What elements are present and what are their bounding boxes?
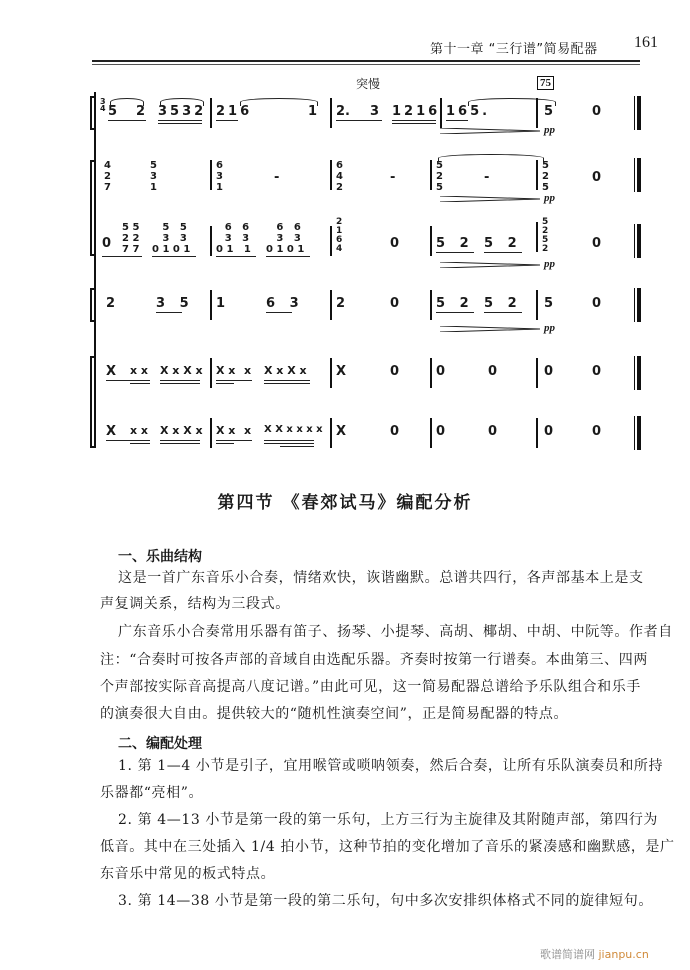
subheading-arrangement: 二、编配处理: [118, 736, 202, 752]
barline: [430, 226, 432, 256]
bracket-staves-2-3: [90, 160, 96, 256]
underline: [266, 256, 310, 257]
sustain-dash: -: [484, 170, 490, 185]
paragraph-line: 的演奏很大自由。提供较大的“随机性演奏空间”，正是简易配器的特点。: [100, 706, 569, 722]
paragraph-line: 2. 第 4—13 小节是第一段的第一乐句，上方三行为主旋律及其附随声部，第四行为: [118, 812, 659, 828]
paragraph-line: 个声部按实际音高提高八度记谱。”由此可见，这一简易配器总谱给予乐队组合和乐手: [100, 679, 641, 695]
bracket-staff-1: [90, 96, 96, 130]
note: 5: [108, 104, 118, 119]
underline: [436, 252, 474, 253]
decrescendo-hairpin: [440, 262, 540, 268]
underline: [158, 123, 202, 124]
barline: [430, 290, 432, 320]
underline: [106, 380, 150, 381]
rest: 0: [488, 424, 498, 439]
barline: [210, 98, 212, 128]
decrescendo-hairpin: [440, 196, 540, 202]
beat-group: X x: [216, 364, 236, 377]
running-head: 第十一章 “三行谱”简易配器: [430, 42, 598, 57]
slur: [160, 98, 204, 106]
underline: [160, 380, 200, 381]
underline: [130, 443, 150, 444]
note-group: 1216: [392, 104, 441, 119]
note-group: 5 2: [484, 236, 517, 251]
underline: [152, 256, 196, 257]
staff-melody: [100, 98, 660, 138]
underline: [216, 440, 252, 441]
chord: 5 3 1: [150, 160, 157, 193]
underline: [392, 123, 436, 124]
beat-group: x x: [130, 364, 149, 377]
beat-group: X X x x x x: [264, 424, 323, 435]
rest: 0: [488, 364, 498, 379]
note: 5: [544, 296, 554, 311]
underline: [392, 120, 436, 121]
staff-bass: [100, 290, 660, 334]
sustain-dash: -: [390, 170, 396, 185]
note-group: 216: [216, 104, 253, 119]
underline: [264, 380, 310, 381]
beat-group: x x: [130, 424, 149, 437]
section-title: 第四节 《春郊试马》编配分析: [217, 493, 473, 513]
underline: [484, 252, 522, 253]
underline: [216, 383, 234, 384]
barline: [536, 418, 538, 448]
paragraph-line: 乐器都“亮相”。: [100, 785, 204, 801]
tempo-mark: 突慢: [356, 77, 381, 91]
note-group: 6 3: [266, 296, 299, 311]
sustain-dash: -: [274, 170, 280, 185]
paragraph-line: 这是一首广东音乐小合奏，情绪欢快，诙谐幽默。总谱共四行，各声部基本上是支: [118, 570, 644, 586]
chord: 5 5 2 2 7 7: [122, 222, 140, 255]
barline: [330, 160, 332, 190]
underline: [160, 443, 200, 444]
barline: [430, 418, 432, 448]
beat: X: [336, 364, 347, 379]
beat: X: [106, 424, 117, 439]
chord: 6 6 3 3 0 1 0 1: [266, 222, 305, 255]
header-rule-thin: [92, 64, 640, 65]
staff-percussion-2: [100, 418, 660, 458]
rest: 0: [592, 296, 602, 311]
rest: 0: [436, 424, 446, 439]
underline: [264, 443, 314, 444]
underline: [130, 383, 150, 384]
chord: 6 4 2: [336, 160, 343, 193]
note: 1: [308, 104, 318, 119]
underline: [484, 312, 522, 313]
chord: 2 1 6 4: [336, 217, 343, 254]
beat-group: X x: [216, 424, 236, 437]
final-barline-thin: [634, 224, 635, 258]
bracket-staff-4: [90, 288, 96, 322]
underline: [336, 120, 382, 121]
dynamic-pp: pp: [544, 258, 555, 270]
rest: 0: [544, 364, 554, 379]
note: 1: [216, 296, 226, 311]
header-rule: [92, 60, 640, 62]
rehearsal-mark: 75: [537, 76, 554, 90]
paragraph-line: 1. 第 1—4 小节是引子，宜用喉管或唢呐领奏，然后合奏，让所有乐队演奏员和所持: [118, 758, 664, 774]
dynamic-pp: pp: [544, 322, 555, 334]
note: 0: [592, 104, 602, 119]
page-number: 161: [634, 34, 658, 51]
slur: [110, 98, 144, 106]
barline: [210, 418, 212, 448]
staff-percussion-1: [100, 358, 660, 398]
barline: [536, 290, 538, 320]
paragraph-line: 广东音乐小合奏常用乐器有笛子、扬琴、小提琴、高胡、椰胡、中胡、中阮等。作者自: [118, 624, 673, 640]
barline: [330, 98, 332, 128]
rest: 0: [390, 364, 400, 379]
underline: [264, 383, 310, 384]
underline: [446, 120, 468, 121]
chord: 5 5 3 3 0 1 0 1: [152, 222, 191, 255]
underline: [216, 443, 234, 444]
barline: [536, 358, 538, 388]
paragraph-line: 3. 第 14—38 小节是第一段的第二乐句，句中多次安排织体格式不同的旋律短句。: [118, 893, 653, 909]
underline: [106, 440, 150, 441]
decrescendo-hairpin: [440, 326, 540, 332]
watermark: [540, 946, 649, 962]
final-barline-thin: [634, 356, 635, 390]
barline: [330, 290, 332, 320]
beat: X: [336, 424, 347, 439]
paragraph-line: 低音。其中在三处插入 1/4 拍小节，这种节拍的变化增加了音乐的紧凑感和幽默感，是广: [100, 839, 675, 855]
note-group: 3532: [158, 104, 207, 119]
final-barline: [637, 96, 641, 130]
time-signature: 3 4: [100, 97, 106, 113]
beat-group: X x X x: [160, 424, 203, 437]
final-barline: [637, 416, 641, 450]
underline: [108, 120, 146, 121]
watermark-brand: jianpu.cn: [598, 948, 649, 961]
paragraph-line: 声复调关系，结构为三段式。: [100, 596, 290, 612]
tie: [438, 154, 544, 162]
note-group: 5 2: [436, 236, 469, 251]
rest: 0: [102, 236, 112, 251]
final-barline: [637, 356, 641, 390]
chord: 4 2 7: [104, 160, 111, 193]
final-barline-thin: [634, 416, 635, 450]
note: 0: [592, 170, 602, 185]
chord: 6 6 3 3 0 1 1: [216, 222, 251, 255]
paragraph-line: 注：“合奏时可按各声部的音域自由选配乐器。齐奏时按第一行谱奏。本曲第三、四两: [100, 652, 648, 668]
final-barline-thin: [634, 288, 635, 322]
subheading-structure: 一、乐曲结构: [118, 549, 202, 565]
chord: 5 2 5: [436, 160, 443, 193]
underline: [160, 383, 200, 384]
barline: [330, 418, 332, 448]
barline: [210, 290, 212, 320]
barline: [536, 222, 538, 252]
note-group: 165.: [446, 104, 491, 119]
underline: [266, 312, 292, 313]
slur: [468, 98, 556, 106]
barline: [210, 160, 212, 190]
note-group: 3 5: [156, 296, 189, 311]
chord: 5 2 5: [542, 160, 549, 193]
beat: x: [244, 424, 252, 437]
barline: [210, 226, 212, 256]
barline: [330, 226, 332, 256]
underline: [216, 380, 252, 381]
beat-group: X x X x: [264, 364, 307, 377]
final-barline-thin: [634, 158, 635, 192]
note: 3: [370, 104, 380, 119]
underline: [280, 446, 314, 447]
watermark-text: 歌谱简谱网: [540, 948, 595, 961]
rest: 0: [592, 424, 602, 439]
barline: [536, 160, 538, 190]
barline: [440, 98, 442, 128]
barline: [536, 98, 538, 128]
bracket-percussion: [90, 356, 96, 448]
final-barline-thin: [634, 96, 635, 130]
note-group: 5 2: [484, 296, 517, 311]
decrescendo-hairpin: [440, 128, 540, 134]
underline: [156, 312, 182, 313]
note: 2: [136, 104, 146, 119]
note: 5: [544, 104, 554, 119]
staff-chords: [100, 160, 660, 204]
note: 2.: [336, 104, 350, 119]
final-barline: [637, 224, 641, 258]
rest: 0: [544, 424, 554, 439]
underline: [436, 312, 474, 313]
rest: 0: [390, 424, 400, 439]
barline: [330, 358, 332, 388]
staff-accompaniment: [100, 217, 660, 270]
underline: [216, 120, 238, 121]
rest: 0: [390, 296, 400, 311]
underline: [102, 256, 142, 257]
underline: [216, 256, 256, 257]
note-group: 5 2: [436, 296, 469, 311]
underline: [158, 120, 202, 121]
dynamic-pp: pp: [544, 124, 555, 136]
barline: [210, 358, 212, 388]
slur: [240, 98, 318, 106]
final-barline: [637, 158, 641, 192]
barline: [430, 160, 432, 190]
underline: [160, 440, 200, 441]
paragraph-line: 东音乐中常见的板式特点。: [100, 866, 276, 882]
beat: X: [106, 364, 117, 379]
note: 2: [106, 296, 116, 311]
rest: 0: [436, 364, 446, 379]
barline: [430, 358, 432, 388]
underline: [264, 440, 314, 441]
chord: 6 3 1: [216, 160, 223, 193]
rest: 0: [592, 236, 602, 251]
beat: x: [244, 364, 252, 377]
chord: 5 2 5 2: [542, 217, 549, 254]
final-barline: [637, 288, 641, 322]
beat-group: X x X x: [160, 364, 203, 377]
note: 2: [336, 296, 346, 311]
rest: 0: [390, 236, 400, 251]
dynamic-pp: pp: [544, 192, 555, 204]
rest: 0: [592, 364, 602, 379]
